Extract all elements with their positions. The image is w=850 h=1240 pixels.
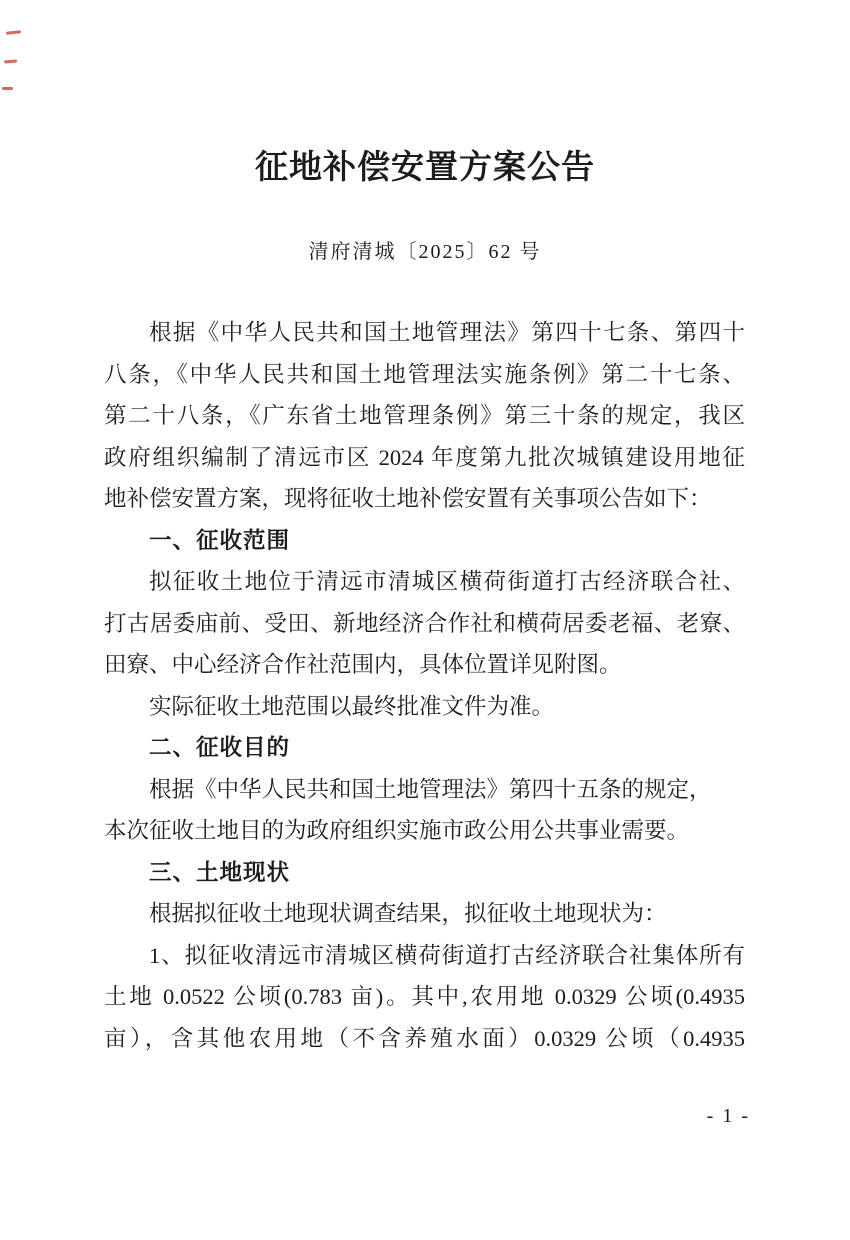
body-line: 根据《中华人民共和国土地管理法》第四十五条的规定，: [149, 776, 712, 802]
document-number: 清府清城〔2025〕62 号: [308, 241, 542, 263]
body-line: 第二十八条，《广东省土地管理条例》第三十条的规定，我区: [104, 403, 745, 428]
body-line: 田寮、中心经济合作社范围内，具体位置详见附图。: [104, 652, 622, 677]
document-title: 征地补偿安置方案公告: [255, 150, 595, 186]
body-line: 1、拟征收清远市清城区横荷街道打古经济联合社集体所有: [149, 942, 745, 968]
section-heading-purpose: 二、征收目的: [149, 735, 291, 760]
body-line: 打古居委庙前、受田、新地经济合作社和横荷居委老福、老寮、: [104, 610, 745, 636]
section-heading-scope: 一、征收范围: [149, 527, 291, 553]
body-line: 实际征收土地范围以最终批准文件为准。: [149, 693, 555, 719]
body-line: 拟征收土地位于清远市清城区横荷街道打古经济联合社、: [149, 569, 745, 594]
body-line: 土地 0.0522 公顷(0.783 亩)。其中,农用地 0.0329 公顷(0.4935: [104, 984, 745, 1009]
section-heading-land-status: 三、土地现状: [149, 859, 291, 885]
body-line: 亩），含其他农用地（不含养殖水面）0.0329 公顷（0.4935: [104, 1025, 745, 1051]
page-number: - 1 -: [706, 1105, 750, 1127]
body-line: 根据《中华人民共和国土地管理法》第四十七条、第四十: [149, 320, 745, 345]
document-body: [104, 312, 745, 1059]
red-scan-mark-icon: [2, 87, 13, 90]
body-line: 本次征收土地目的为政府组织实施市政公用公共事业需要。: [104, 818, 690, 843]
body-line: 政府组织编制了清远市区 2024 年度第九批次城镇建设用地征: [104, 444, 745, 470]
body-line: 根据拟征收土地现状调查结果，拟征收土地现状为：: [149, 901, 667, 926]
body-line: 地补偿安置方案，现将征收土地补偿安置有关事项公告如下：: [104, 486, 712, 511]
body-line: 八条，《中华人民共和国土地管理法实施条例》第二十七条、: [104, 361, 745, 387]
